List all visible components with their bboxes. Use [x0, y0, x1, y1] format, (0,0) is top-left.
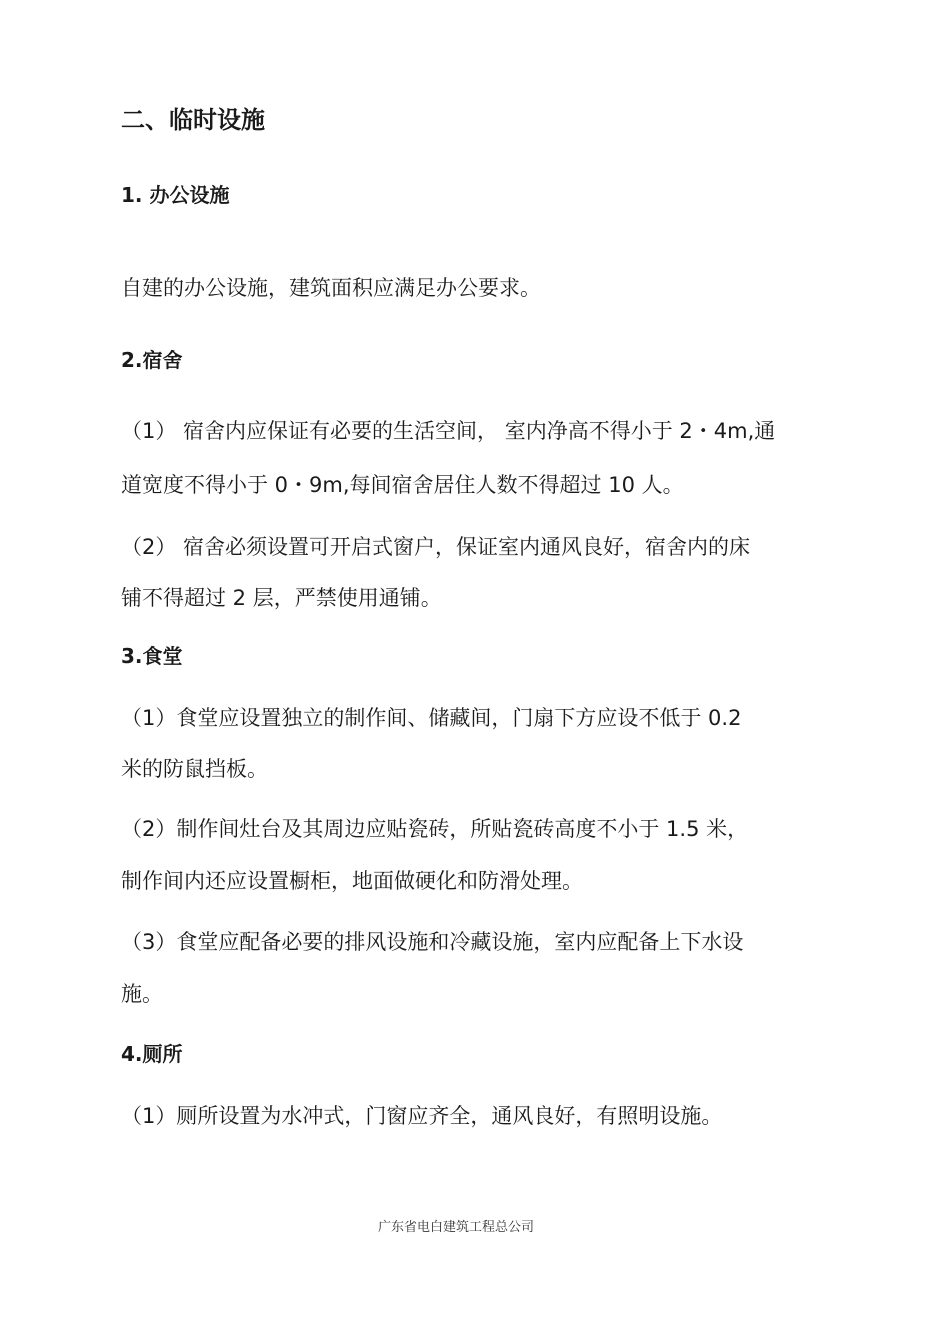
dorm-item-1-line-2: 道宽度不得小于 0・9m,每间宿舍居住人数不得超过 10 人。: [121, 473, 684, 497]
dorm-item-1-line-1: （1） 宿舍内应保证有必要的生活空间， 室内净高不得小于 2・4m,通: [121, 419, 776, 443]
canteen-item-1-line-2: 米的防鼠挡板。: [121, 757, 268, 781]
office-text: 自建的办公设施，建筑面积应满足办公要求。: [121, 276, 541, 300]
page-footer: 广东省电白建筑工程总公司: [378, 1220, 535, 1235]
canteen-item-2-line-2: 制作间内还应设置橱柜，地面做硬化和防滑处理。: [121, 869, 583, 893]
canteen-item-3-line-2: 施。: [121, 982, 163, 1006]
dorm-item-2-line-1: （2） 宿舍必须设置可开启式窗户，保证室内通风良好，宿舍内的床: [121, 535, 751, 559]
toilet-item-1-line-1: （1）厕所设置为水冲式，门窗应齐全，通风良好，有照明设施。: [121, 1104, 723, 1128]
section-title: 二、临时设施: [121, 106, 265, 134]
toilet-heading: 4.厕所: [121, 1042, 183, 1066]
dorm-item-2-line-2: 铺不得超过 2 层，严禁使用通铺。: [121, 586, 442, 610]
canteen-item-1-line-1: （1）食堂应设置独立的制作间、储藏间，门扇下方应设不低于 0.2: [121, 706, 742, 730]
office-heading: 1. 办公设施: [121, 183, 230, 207]
canteen-item-3-line-1: （3）食堂应配备必要的排风设施和冷藏设施，室内应配备上下水设: [121, 930, 744, 954]
canteen-heading: 3.食堂: [121, 644, 183, 668]
canteen-item-2-line-1: （2）制作间灶台及其周边应贴瓷砖，所贴瓷砖高度不小于 1.5 米，: [121, 817, 749, 841]
dorm-heading: 2.宿舍: [121, 348, 183, 372]
